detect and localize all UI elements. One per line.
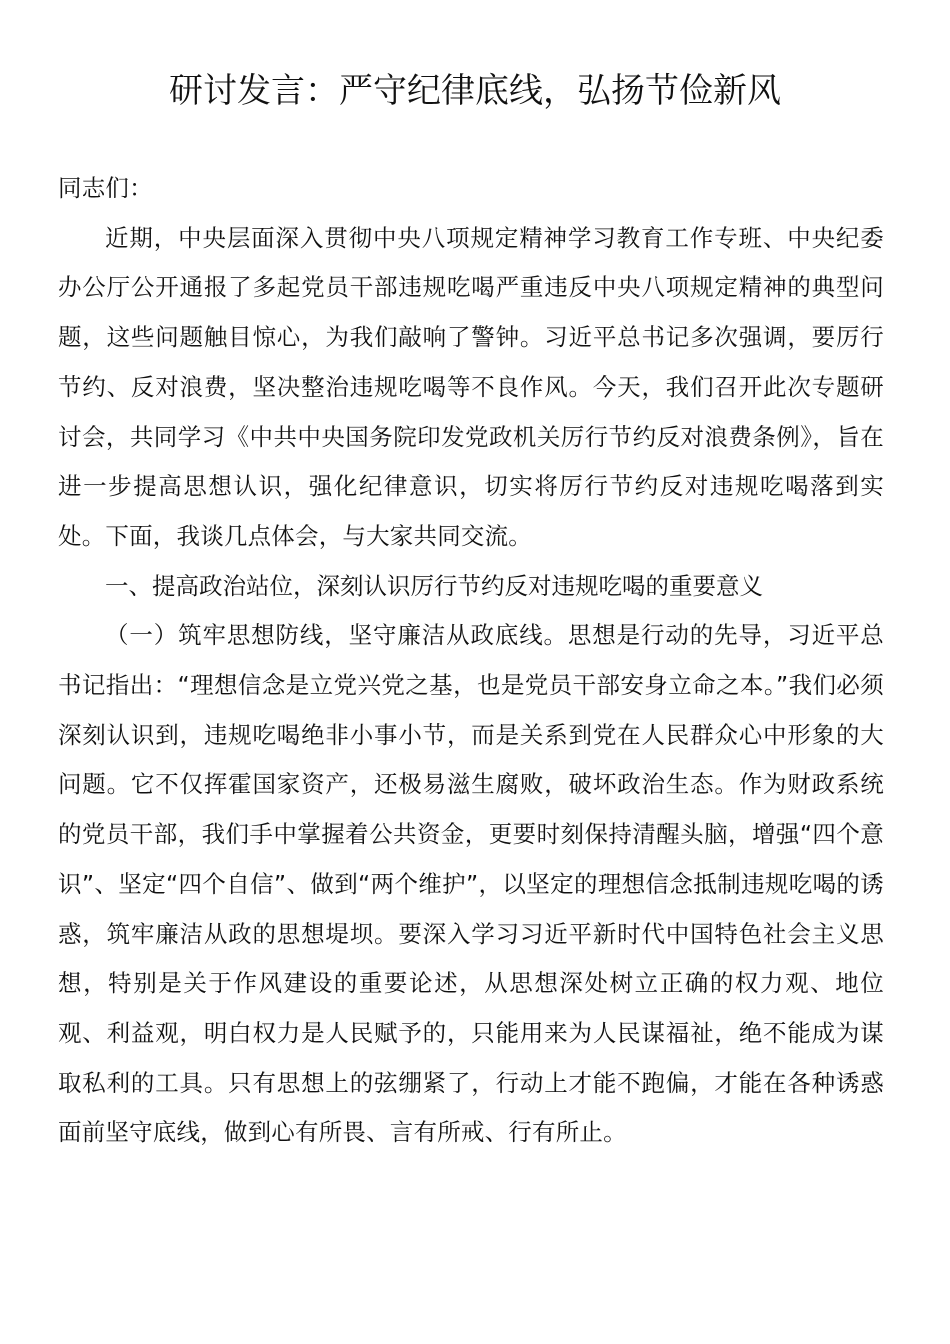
- intro-paragraph: 近期，中央层面深入贯彻中央八项规定精神学习教育工作专班、中央纪委办公厅公开通报了多起党员干部违规吃喝严重违反中央八项规定精神的典型问题，这些问题触目惊心，为我们敲响了警钟。习近平总书记多次强调，要厉行节约、反对浪费，坚决整治违规吃喝等不良作风。今天，我们召开此次专题研讨会，共同学习《中共中央国务院印发党政机关厉行节约反对浪费条例》，旨在进一步提高思想认识，强化纪律意识，切实将厉行节约反对违规吃喝落到实处。下面，我谈几点体会，与大家共同交流。: [58, 223, 884, 550]
- subsection-paragraph: （一）筑牢思想防线，坚守廉洁从政底线。思想是行动的先导，习近平总书记指出：“理想信念是立党兴党之基，也是党员干部安身立命之本。”我们必须深刻认识到，违规吃喝绝非小事小节，而是关系到党在人民群众心中形象的大问题。它不仅挥霍国家资产，还极易滋生腐败，破坏政治生态。作为财政系统的党员干部，我们手中掌握着公共资金，更要时刻保持清醒头脑，增强“四个意识”、坚定“四个自信”、做到“两个维护”，以坚定的理想信念抵制违规吃喝的诱惑，筑牢廉洁从政的思想堤坝。要深入学习习近平新时代中国特色社会主义思想，特别是关于作风建设的重要论述，从思想深处树立正确的权力观、地位观、利益观，明白权力是人民赋予的，只能用来为人民谋福祉，绝不能成为谋取私利的工具。只有思想上的弦绷紧了，行动上才能不跑偏，才能在各种诱惑面前坚守底线，做到心有所畏、言有所戒、行有所止。: [58, 621, 884, 1147]
- document-body: [58, 164, 884, 1158]
- salutation: 同志们：: [58, 174, 153, 202]
- document-title: 研讨发言：严守纪律底线，弘扬节俭新风: [169, 71, 781, 111]
- section-heading: 一、提高政治站位，深刻认识厉行节约反对违规吃喝的重要意义: [105, 571, 763, 600]
